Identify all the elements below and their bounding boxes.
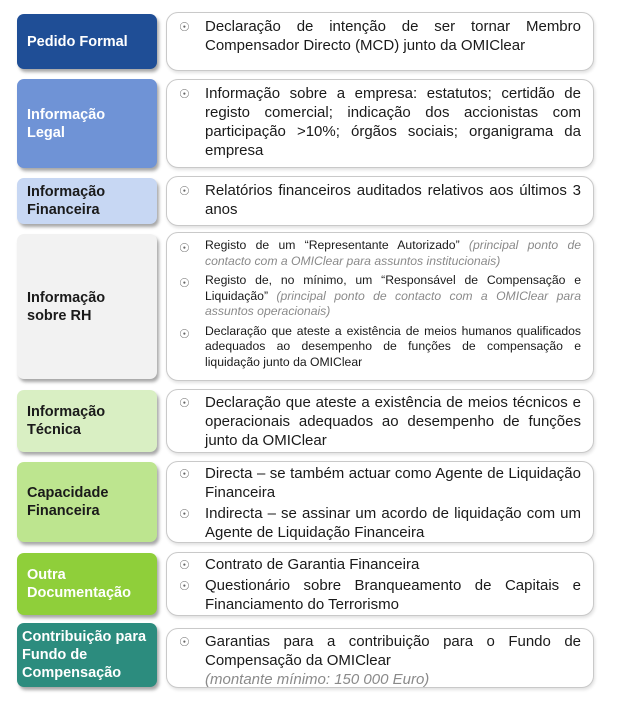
list-item xyxy=(179,576,581,614)
category-label: Informação Legal xyxy=(17,79,157,168)
bullet-icon: ☉ xyxy=(179,635,190,649)
list-item xyxy=(179,504,581,542)
content-box xyxy=(166,552,594,616)
bullet-icon: ☉ xyxy=(179,276,190,290)
list-item xyxy=(179,632,581,689)
bullet-icon: ☉ xyxy=(179,20,190,34)
bullet-icon: ☉ xyxy=(179,467,190,481)
list-item xyxy=(179,555,581,574)
bullet-icon: ☉ xyxy=(179,579,190,593)
category-label: Informação Financeira xyxy=(17,178,157,224)
bullet-icon: ☉ xyxy=(179,507,190,521)
category-label: Pedido Formal xyxy=(17,14,157,69)
item-text: Directa – se também actuar como Agente de Liquidação Financeira xyxy=(205,465,581,501)
category-label: Contribuição para Fundo de Compensação xyxy=(17,623,157,687)
item-text: Declaração de intenção de ser tornar Membro Compensador Directo (MCD) junto da OMIClear xyxy=(205,18,581,54)
list-item xyxy=(179,464,581,502)
bullet-icon: ☉ xyxy=(179,184,190,198)
item-text: Garantias para a contribuição para o Fundo de Compensação da OMIClear (montante mínimo: 150 000 Euro) xyxy=(205,633,581,688)
content-box xyxy=(166,389,594,453)
item-text: Relatórios financeiros auditados relativos aos últimos 3 anos xyxy=(205,182,581,218)
bullet-icon: ☉ xyxy=(179,326,190,341)
item-text: Registo de, no mínimo, um “Responsável de Compensação e Liquidação” (principal ponto de contacto com a OMIClear para assuntos operacionais) xyxy=(205,273,581,318)
list-item xyxy=(179,324,581,371)
content-box xyxy=(166,79,594,168)
item-text: Informação sobre a empresa: estatutos; certidão de registo comercial; indicação dos accionistas com participação >10%; órgãos sociais; organigrama da empresa xyxy=(205,85,581,159)
item-text: Declaração que ateste a existência de meios humanos qualificados adequados ao desempenho de funções de compensação e liquidação junto da OMIClear xyxy=(205,323,581,369)
content-box xyxy=(166,176,594,226)
list-item xyxy=(179,238,581,269)
list-item xyxy=(179,393,581,450)
item-text: Indirecta – se assinar um acordo de liquidação com um Agente de Liquidação Financeira xyxy=(205,505,581,541)
item-note: (montante mínimo: 150 000 Euro) xyxy=(205,671,430,688)
list-item xyxy=(179,181,581,219)
category-label: Outra Documentação xyxy=(17,553,157,615)
category-label: Capacidade Financeira xyxy=(17,462,157,542)
item-note: (principal ponto de contacto com a OMIClear para assuntos institucionais) xyxy=(205,238,581,268)
item-text: Contrato de Garantia Financeira xyxy=(205,556,420,573)
content-box xyxy=(166,232,594,381)
item-text: Declaração que ateste a existência de meios técnicos e operacionais adequados ao desempenho de funções junto da OMIClear xyxy=(205,394,581,449)
bullet-icon: ☉ xyxy=(179,87,190,101)
category-label: Informação sobre RH xyxy=(17,234,157,379)
bullet-icon: ☉ xyxy=(179,396,190,410)
bullet-icon: ☉ xyxy=(179,558,190,572)
content-box xyxy=(166,461,594,543)
item-text: Questionário sobre Branqueamento de Capitais e Financiamento do Terrorismo xyxy=(205,577,581,613)
list-item xyxy=(179,84,581,160)
content-box xyxy=(166,628,594,688)
bullet-icon: ☉ xyxy=(179,241,190,255)
item-text: Registo de um “Representante Autorizado” (principal ponto de contacto com a OMIClear para assuntos institucionais) xyxy=(205,238,581,268)
list-item xyxy=(179,17,581,55)
category-label: Informação Técnica xyxy=(17,390,157,452)
content-box xyxy=(166,12,594,71)
list-item xyxy=(179,273,581,320)
item-note: (principal ponto de contacto com a OMIClear para assuntos operacionais) xyxy=(205,288,581,318)
